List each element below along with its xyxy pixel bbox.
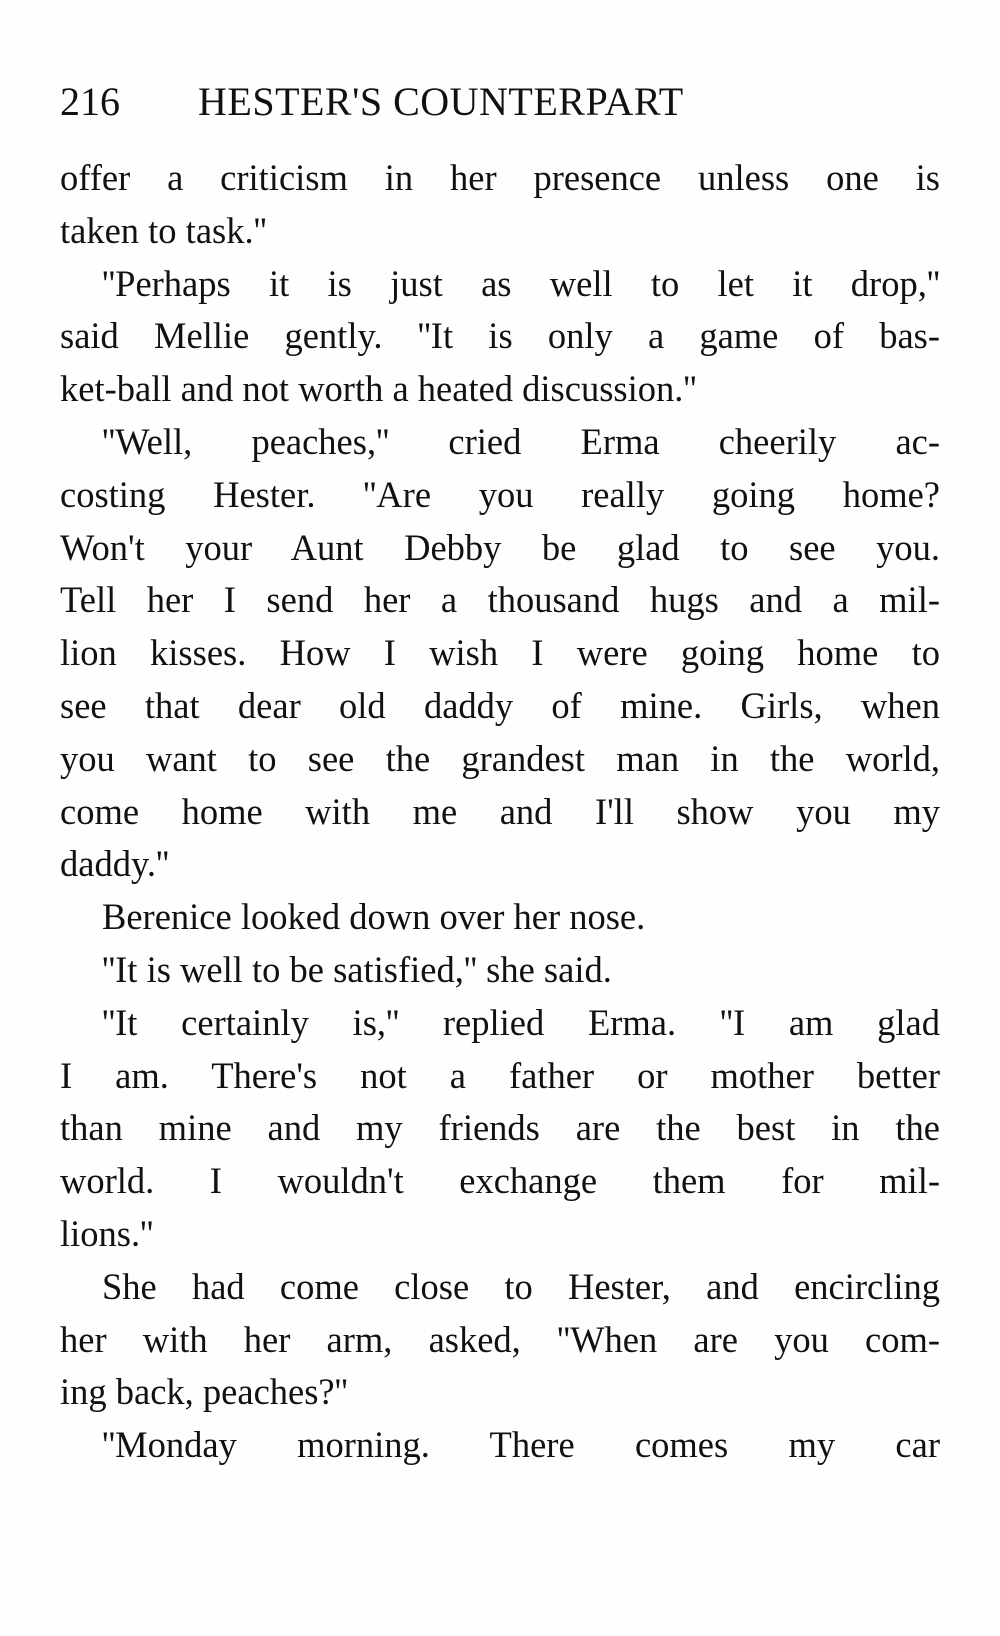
text-line: said Mellie gently. ''It is only a game of bas- — [60, 315, 940, 357]
text-line: ''It is well to be satisfied,'' she said. — [102, 948, 612, 990]
text-line: you want to see the grandest man in the world, — [60, 737, 940, 779]
text-line: lion kisses. How I wish I were going home to — [60, 632, 940, 674]
running-title: HESTER'S COUNTERPART — [198, 79, 684, 124]
text-line: She had come close to Hester, and encircling — [102, 1265, 940, 1307]
text-line: lions.'' — [60, 1212, 154, 1254]
text-line: come home with me and I'll show you my — [60, 790, 940, 832]
text-line: world. I wouldn't exchange them for mil- — [60, 1160, 940, 1202]
text-line: I am. There's not a father or mother better — [60, 1054, 940, 1096]
text-line: ''Perhaps it is just as well to let it drop,'' — [102, 262, 940, 304]
text-line: ing back, peaches?'' — [60, 1371, 348, 1413]
text-line: offer a criticism in her presence unless one is — [60, 157, 940, 198]
text-line: Tell her I send her a thousand hugs and a mil- — [60, 579, 940, 621]
text-line: ket-ball and not worth a heated discussion.'' — [60, 368, 697, 410]
text-line: Won't your Aunt Debby be glad to see you. — [60, 526, 940, 568]
text-line: Berenice looked down over her nose. — [102, 896, 646, 938]
text-line: ''Monday morning. There comes my car — [102, 1424, 940, 1466]
text-line: taken to task.'' — [60, 209, 267, 251]
text-line: ''Well, peaches,'' cried Erma cheerily ac- — [102, 420, 940, 462]
text-line: ''It certainly is,'' replied Erma. ''I am glad — [102, 1001, 940, 1043]
page-number: 216 — [60, 79, 120, 124]
body-text — [60, 152, 940, 1472]
page-header — [60, 74, 940, 130]
text-line: daddy.'' — [60, 843, 170, 885]
text-line: see that dear old daddy of mine. Girls, when — [60, 684, 940, 726]
text-line: costing Hester. ''Are you really going home? — [60, 473, 940, 515]
text-line: than mine and my friends are the best in the — [60, 1107, 940, 1149]
text-line: her with her arm, asked, ''When are you com- — [60, 1318, 940, 1360]
